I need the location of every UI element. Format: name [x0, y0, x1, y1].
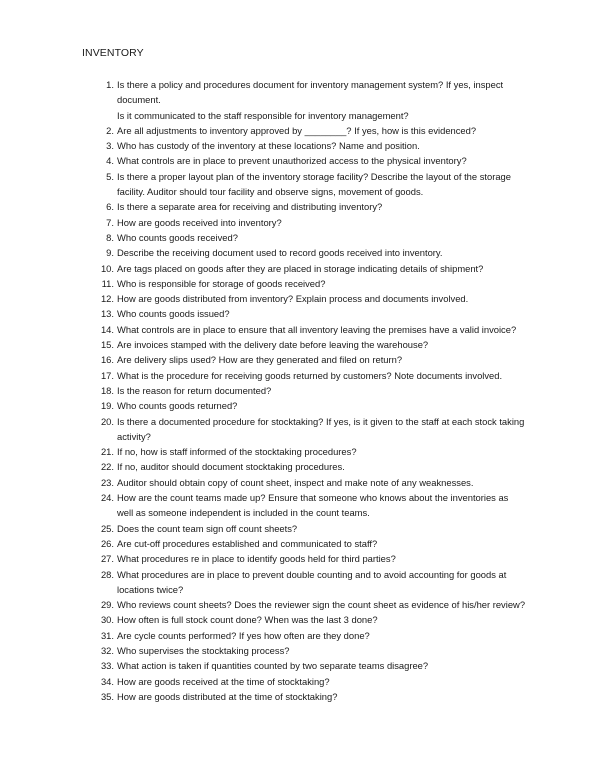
question-item	[96, 230, 526, 245]
question-number: 8.	[106, 231, 114, 243]
question-text: Is there a policy and procedures document for inventory management system? If yes, inspect document.	[117, 79, 504, 106]
question-number: 29.	[100, 599, 114, 611]
question-number: 5.	[106, 170, 114, 182]
document-title: INVENTORY	[82, 47, 144, 59]
question-number: 24.	[100, 492, 114, 504]
question-text: Who counts goods received?	[117, 231, 238, 243]
question-number: 1.	[106, 79, 114, 90]
question-item	[96, 337, 526, 352]
question-item	[96, 658, 526, 673]
question-text: Is there a documented procedure for stocktaking? If yes, is it given to the staff at each stock taking activity?	[117, 415, 525, 442]
question-text: How are goods distributed at the time of stocktaking?	[117, 690, 338, 702]
question-text: What is the procedure for receiving goods returned by customers? Note documents involved.	[117, 369, 503, 381]
question-number: 22.	[100, 461, 114, 473]
question-number: 31.	[100, 629, 114, 641]
question-item	[96, 383, 526, 398]
question-item	[96, 322, 526, 337]
question-text: Does the count team sign off count sheets?	[117, 522, 298, 534]
question-text: Who has custody of the inventory at these locations? Name and position.	[117, 140, 420, 152]
question-item	[96, 536, 526, 551]
question-number: 16.	[100, 354, 114, 366]
question-text: How are the count teams made up? Ensure that someone who knows about the inventories as well as someone independent is included in the count teams.	[117, 492, 509, 519]
question-number: 27.	[100, 553, 114, 565]
question-item	[96, 674, 526, 689]
question-text: What procedures are in place to prevent double counting and to avoid accounting for goods at locations twice?	[117, 568, 507, 595]
question-number: 17.	[100, 369, 114, 381]
question-item	[96, 138, 526, 153]
question-text: If no, how is staff informed of the stocktaking procedures?	[117, 446, 357, 458]
question-text: Who is responsible for storage of goods received?	[117, 277, 326, 289]
question-number: 32.	[100, 644, 114, 656]
question-text: Are invoices stamped with the delivery date before leaving the warehouse?	[117, 339, 429, 351]
question-item	[96, 77, 526, 123]
question-number: 21.	[100, 446, 114, 458]
question-text: What controls are in place to prevent unauthorized access to the physical inventory?	[117, 155, 467, 167]
question-item	[96, 306, 526, 321]
question-number: 26.	[100, 537, 114, 549]
question-text: What controls are in place to ensure that all inventory leaving the premises have a valid invoice?	[117, 323, 517, 335]
question-text: Who counts goods returned?	[117, 400, 238, 412]
question-number: 11.	[101, 277, 114, 289]
question-text: Who counts goods issued?	[117, 308, 230, 320]
question-text: Are cycle counts performed? If yes how often are they done?	[117, 629, 370, 641]
question-item	[96, 291, 526, 306]
question-item	[96, 551, 526, 566]
question-item	[96, 521, 526, 536]
question-text: Who reviews count sheets? Does the reviewer sign the count sheet as evidence of his/her review?	[117, 599, 526, 611]
question-number: 4.	[106, 155, 114, 167]
question-text: How often is full stock count done? When was the last 3 done?	[117, 614, 378, 626]
question-number: 15.	[100, 339, 114, 351]
question-number: 19.	[100, 400, 114, 412]
question-number: 10.	[100, 262, 114, 274]
question-subtext: Is it communicated to the staff responsible for inventory management?	[117, 109, 409, 121]
question-item	[96, 444, 526, 459]
question-number: 2.	[106, 124, 114, 136]
question-item	[96, 169, 526, 200]
question-text: Is the reason for return documented?	[117, 384, 272, 396]
question-text: What action is taken if quantities counted by two separate teams disagree?	[117, 660, 429, 672]
question-list	[96, 77, 526, 704]
question-number: 9.	[106, 247, 114, 259]
question-text: Are delivery slips used? How are they generated and filed on return?	[117, 354, 403, 366]
question-item	[96, 261, 526, 276]
question-number: 6.	[106, 201, 114, 213]
question-item	[96, 245, 526, 260]
question-item	[96, 643, 526, 658]
question-text: Are tags placed on goods after they are placed in storage indicating details of shipment?	[117, 262, 484, 274]
question-item	[96, 276, 526, 291]
question-text: How are goods received into inventory?	[117, 216, 282, 228]
question-item	[96, 689, 526, 704]
question-text: How are goods received at the time of stocktaking?	[117, 675, 330, 687]
question-item	[96, 612, 526, 627]
question-item	[96, 475, 526, 490]
question-text: Describe the receiving document used to record goods received into inventory.	[117, 247, 443, 259]
question-item	[96, 398, 526, 413]
question-number: 23.	[100, 476, 114, 488]
question-item	[96, 414, 526, 445]
question-item	[96, 352, 526, 367]
question-item	[96, 123, 526, 138]
question-number: 13.	[100, 308, 114, 320]
question-number: 34.	[100, 675, 114, 687]
question-item	[96, 199, 526, 214]
question-number: 28.	[100, 568, 114, 580]
question-text: How are goods distributed from inventory? Explain process and documents involved.	[117, 293, 469, 305]
question-item	[96, 153, 526, 168]
question-text: What procedures re in place to identify goods held for third parties?	[117, 553, 396, 565]
question-item	[96, 597, 526, 612]
question-number: 18.	[100, 384, 114, 396]
question-text: Who supervises the stocktaking process?	[117, 644, 290, 656]
question-number: 14.	[100, 323, 114, 335]
question-item	[96, 490, 526, 521]
question-item	[96, 215, 526, 230]
question-number: 20.	[100, 415, 114, 427]
question-number: 30.	[100, 614, 114, 626]
question-item	[96, 628, 526, 643]
question-text: If no, auditor should document stocktaking procedures.	[117, 461, 345, 473]
question-number: 33.	[100, 660, 114, 672]
question-number: 25.	[100, 522, 114, 534]
question-text: Is there a proper layout plan of the inventory storage facility? Describe the layout of the storage facility. Auditor should tour facility and observe signs, movement of goods.	[117, 170, 511, 198]
question-number: 12.	[100, 293, 114, 305]
question-item	[96, 368, 526, 383]
question-text: Are cut-off procedures established and communicated to staff?	[117, 537, 378, 549]
question-number: 35.	[100, 690, 114, 702]
question-text: Auditor should obtain copy of count sheet, inspect and make note of any weaknesses.	[117, 476, 474, 488]
question-text: Is there a separate area for receiving and distributing inventory?	[117, 201, 383, 213]
question-text: Are all adjustments to inventory approved by ________? If yes, how is this evidenced?	[117, 124, 477, 136]
question-item	[96, 567, 526, 598]
question-item	[96, 459, 526, 474]
question-number: 7.	[106, 216, 114, 228]
question-number: 3.	[106, 140, 114, 152]
